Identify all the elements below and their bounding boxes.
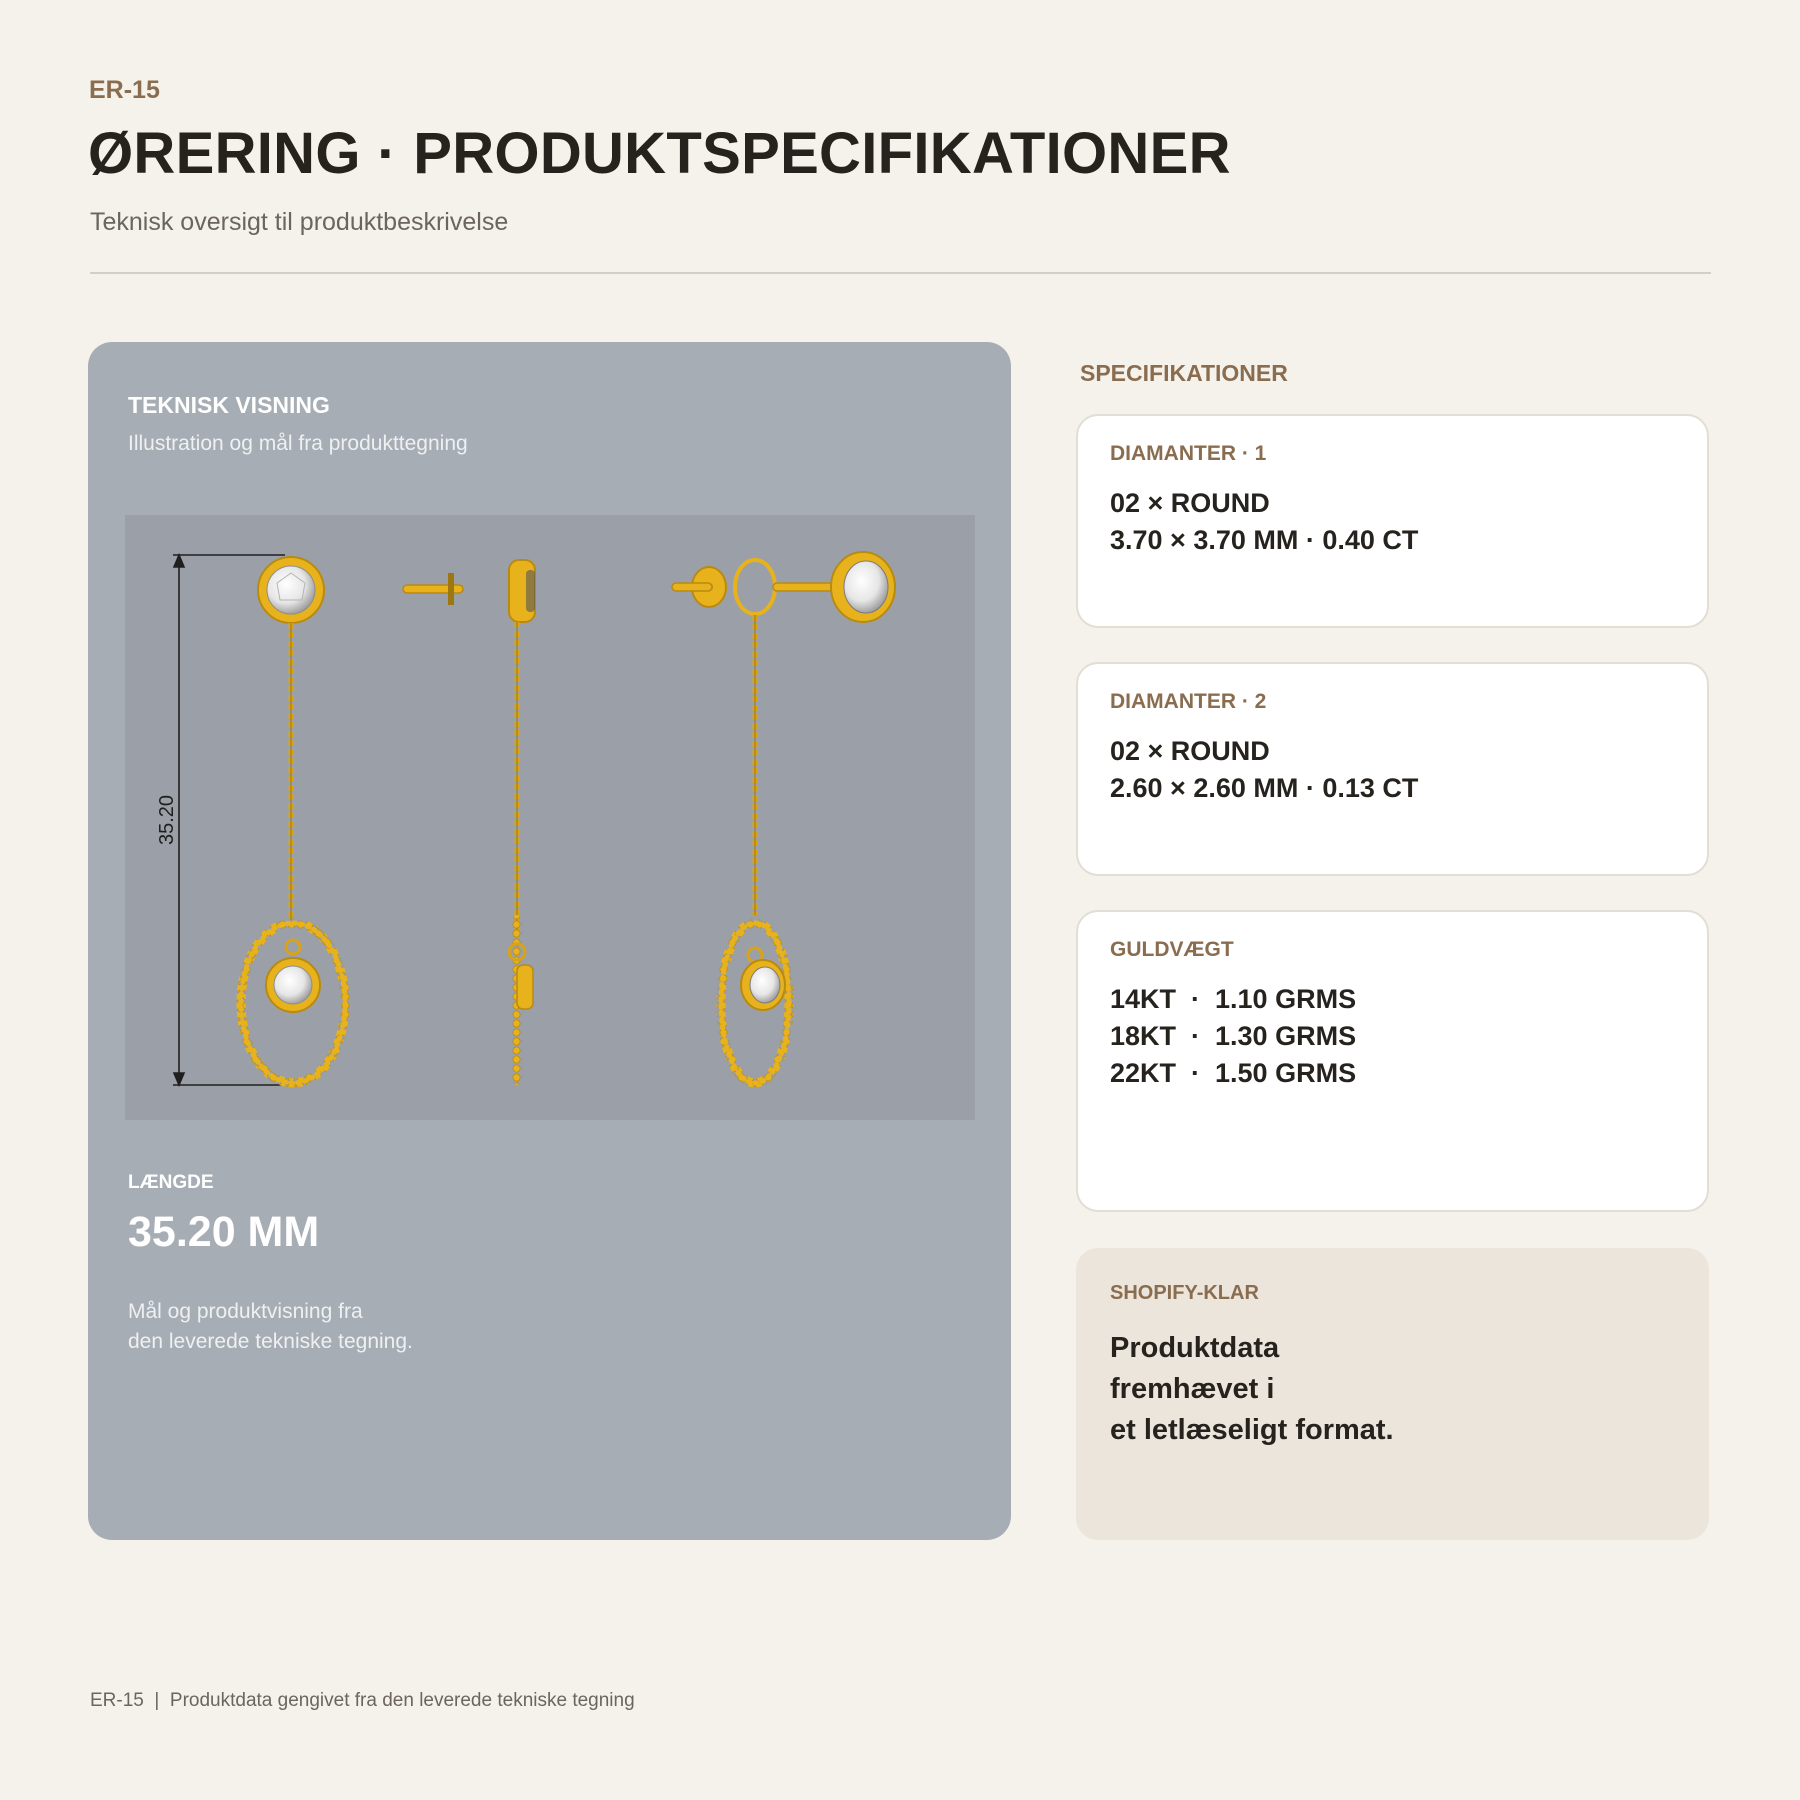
product-drawing [125,515,975,1120]
length-value: 35.20 MM [128,1208,320,1256]
diamonds-1-size: 3.70 × 3.70 MM · 0.40 CT [1110,525,1419,555]
length-note-line-2: den leverede tekniske tegning. [128,1330,413,1353]
gold-weight-label: GULDVÆGT [1110,938,1234,961]
diamonds-2-count: 02 × ROUND [1110,736,1270,766]
gold-weight-22kt: 22KT · 1.50 GRMS [1110,1058,1357,1088]
technical-view-card [88,342,1011,1540]
earring-drawing-svg [125,515,975,1120]
diamonds-2-label: DIAMANTER · 2 [1110,690,1267,713]
specifications-heading: SPECIFIKATIONER [1080,360,1288,386]
product-code: ER-15 [89,76,160,104]
shopify-text-line-3: et letlæseligt format. [1110,1414,1394,1446]
diamonds-1-card [1076,414,1709,628]
earring-front-view [241,557,345,1083]
diamonds-1-count: 02 × ROUND [1110,488,1270,518]
length-note-line-1: Mål og produktvisning fra [128,1300,363,1323]
diamonds-1-label: DIAMANTER · 1 [1110,442,1267,465]
length-note [128,1297,548,1357]
earring-perspective-view [672,552,895,1083]
shopify-ready-text [1110,1328,1394,1451]
shopify-text-line-1: Produktdata [1110,1332,1280,1364]
gold-weight-18kt: 18KT · 1.30 GRMS [1110,1021,1357,1051]
page-subtitle: Teknisk oversigt til produktbeskrivelse [90,208,509,236]
length-label: LÆNGDE [128,1172,214,1193]
footer-note: ER-15 | Produktdata gengivet fra den leverede tekniske tegning [90,1690,635,1711]
technical-view-subtitle: Illustration og mål fra produkttegning [128,432,468,455]
gold-weight-card [1076,910,1709,1212]
dimension-label: 35.20 [156,794,178,846]
header-divider [90,272,1711,274]
shopify-ready-label: SHOPIFY-KLAR [1110,1282,1259,1304]
shopify-ready-card [1076,1248,1709,1540]
page-title: ØRERING · PRODUKTSPECIFIKATIONER [88,121,1231,186]
diamonds-2-card [1076,662,1709,876]
technical-view-title: TEKNISK VISNING [128,392,330,418]
dimension-line [173,555,285,1085]
earring-side-view [403,560,535,1085]
diamonds-2-size: 2.60 × 2.60 MM · 0.13 CT [1110,773,1419,803]
gold-weight-14kt: 14KT · 1.10 GRMS [1110,984,1357,1014]
shopify-text-line-2: fremhævet i [1110,1373,1275,1405]
